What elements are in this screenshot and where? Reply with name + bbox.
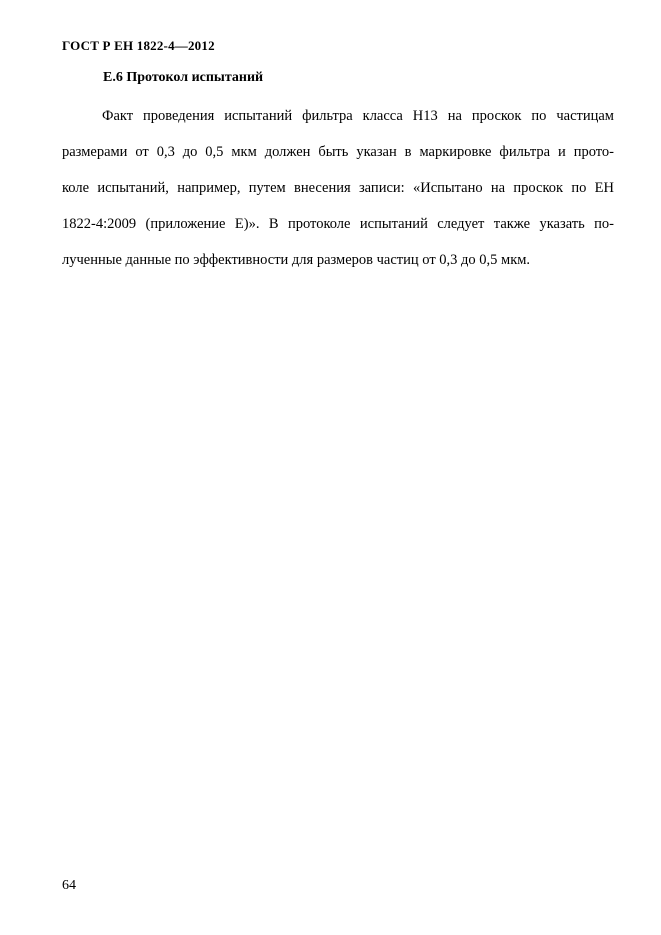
section-paragraph	[62, 100, 614, 280]
section-title: Е.6 Протокол испытаний	[103, 70, 264, 85]
paragraph-line: лученные данные по эффективности для размеров частиц от 0,3 до 0,5 мкм.	[62, 252, 531, 268]
paragraph-line: Факт проведения испытаний фильтра класса Н13 на проскок по частицам	[102, 108, 614, 124]
paragraph-line: 1822-4:2009 (приложение Е)». В протоколе испытаний следует также указать по-	[62, 216, 614, 232]
paragraph-line: размерами от 0,3 до 0,5 мкм должен быть указан в маркировке фильтра и прото-	[62, 144, 614, 160]
document-code-header: ГОСТ Р ЕН 1822-4—2012	[62, 38, 215, 53]
paragraph-line: коле испытаний, например, путем внесения записи: «Испытано на проскок по ЕН	[62, 180, 614, 196]
page-number: 64	[62, 878, 76, 893]
